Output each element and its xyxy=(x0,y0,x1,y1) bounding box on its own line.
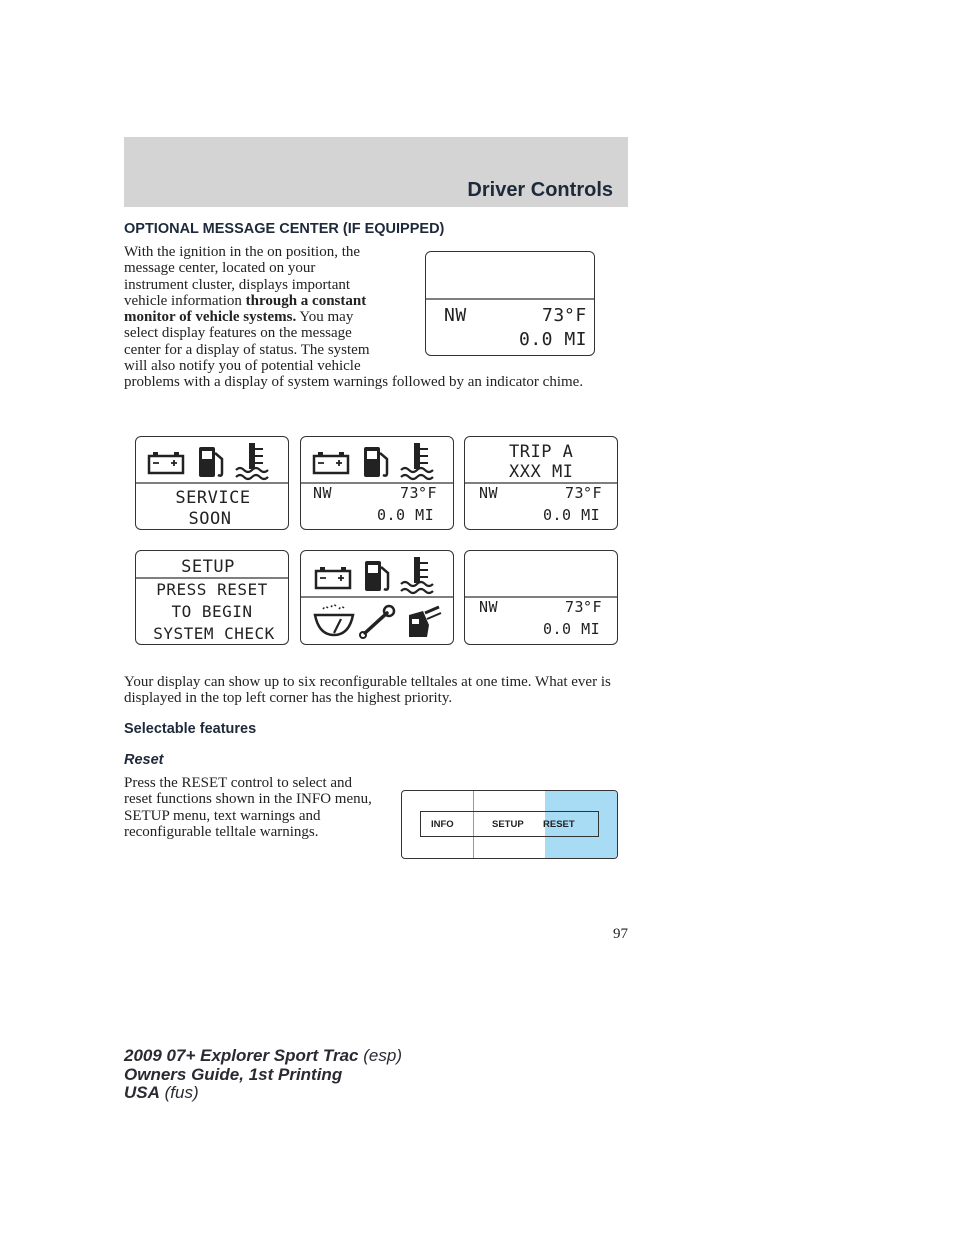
door-ajar-icon xyxy=(409,607,441,637)
footer-line2 xyxy=(124,1066,402,1085)
telltales-paragraph: Your display can show up to six reconfigurable telltales at one time. What ever is displayed in the top left corner has the highest priority. xyxy=(124,674,611,707)
page-number: 97 xyxy=(613,926,628,942)
coolant-icon xyxy=(236,443,268,479)
coolant-icon xyxy=(401,443,433,479)
footer-region-code: (fus) xyxy=(164,1083,199,1102)
fuel-icon xyxy=(365,561,388,591)
display6-temp: 73 xyxy=(565,598,585,616)
footer-model-code: (esp) xyxy=(363,1046,402,1065)
display6-compass: NW xyxy=(479,598,499,616)
footer xyxy=(124,1047,402,1103)
display6-temp-unit: °F xyxy=(583,598,603,616)
display3-title2: XXX MI xyxy=(509,462,574,482)
display-service-line1: SERVICE xyxy=(175,488,251,508)
footer-line3 xyxy=(124,1084,402,1103)
intro-text-bold: through a constant monitor of vehicle systems. xyxy=(124,292,367,326)
display-six-telltales xyxy=(300,550,454,645)
display4-line3: TO BEGIN xyxy=(171,602,253,621)
header-band xyxy=(124,137,628,207)
info-button[interactable] xyxy=(420,811,528,837)
header-title: Driver Controls xyxy=(467,179,613,201)
reset-button[interactable] xyxy=(528,811,599,837)
footer-region: USA xyxy=(124,1083,160,1102)
display3-title1: TRIP A xyxy=(509,442,574,462)
setup-label: SETUP xyxy=(492,818,524,830)
display-main-compass: NW xyxy=(444,305,467,326)
battery-icon xyxy=(149,452,183,473)
display-main-temp: 73 xyxy=(542,305,565,326)
fuel-icon xyxy=(364,447,387,477)
display2-temp-unit: °F xyxy=(418,484,438,502)
fuel-icon xyxy=(199,447,222,477)
footer-guide: Owners Guide, 1st Printing xyxy=(124,1064,343,1084)
display3-temp: 73 xyxy=(565,484,585,502)
display4-line4: SYSTEM CHECK xyxy=(153,624,275,643)
section-heading: OPTIONAL MESSAGE CENTER (IF EQUIPPED) xyxy=(124,221,445,237)
display-service-line2: SOON xyxy=(188,509,232,529)
reset-heading: Reset xyxy=(124,752,164,768)
display2-temp: 73 xyxy=(400,484,420,502)
display2-trip: 0.0 MI xyxy=(377,506,435,524)
reset-paragraph: Press the RESET control to select and reset functions shown in the INFO menu, SETUP menu, text warnings and reconfigurable telltale warnings. xyxy=(124,775,372,840)
display-main-trip: 0.0 MI xyxy=(519,329,588,350)
display-main-temp-unit: °F xyxy=(564,305,587,326)
display-blank-compass xyxy=(464,550,618,645)
wrench-icon xyxy=(360,606,394,638)
reset-label: RESET xyxy=(543,818,575,830)
coolant-icon xyxy=(401,557,433,593)
display2-compass: NW xyxy=(313,484,333,502)
battery-icon xyxy=(314,452,348,473)
selectable-features-heading: Selectable features xyxy=(124,721,257,737)
menu-figure xyxy=(401,790,618,859)
footer-line1 xyxy=(124,1047,402,1066)
display-service xyxy=(135,436,289,530)
washer-fluid-icon xyxy=(315,605,353,635)
display4-line2: PRESS RESET xyxy=(156,580,268,599)
info-label: INFO xyxy=(431,818,454,830)
display-trip xyxy=(464,436,618,530)
display3-compass: NW xyxy=(479,484,499,502)
display6-trip: 0.0 MI xyxy=(543,620,601,638)
display-main xyxy=(425,251,595,356)
intro-text-b: You may select display features on the message center for a display of status. The system will also notify you of potential vehicle problems with a display of system warnings followed by an indicator chime. xyxy=(124,309,584,391)
battery-icon xyxy=(316,567,350,588)
display4-line1: SETUP xyxy=(181,557,235,577)
display-telltales-compass xyxy=(300,436,454,530)
footer-model: 2009 07+ Explorer Sport Trac xyxy=(124,1046,359,1065)
intro-text-a: With the ignition in the on position, the message center, located on your instrument cluster, displays important vehicle information xyxy=(124,244,361,309)
display3-temp-unit: °F xyxy=(583,484,603,502)
display-setup xyxy=(135,550,289,645)
display3-trip: 0.0 MI xyxy=(543,506,601,524)
